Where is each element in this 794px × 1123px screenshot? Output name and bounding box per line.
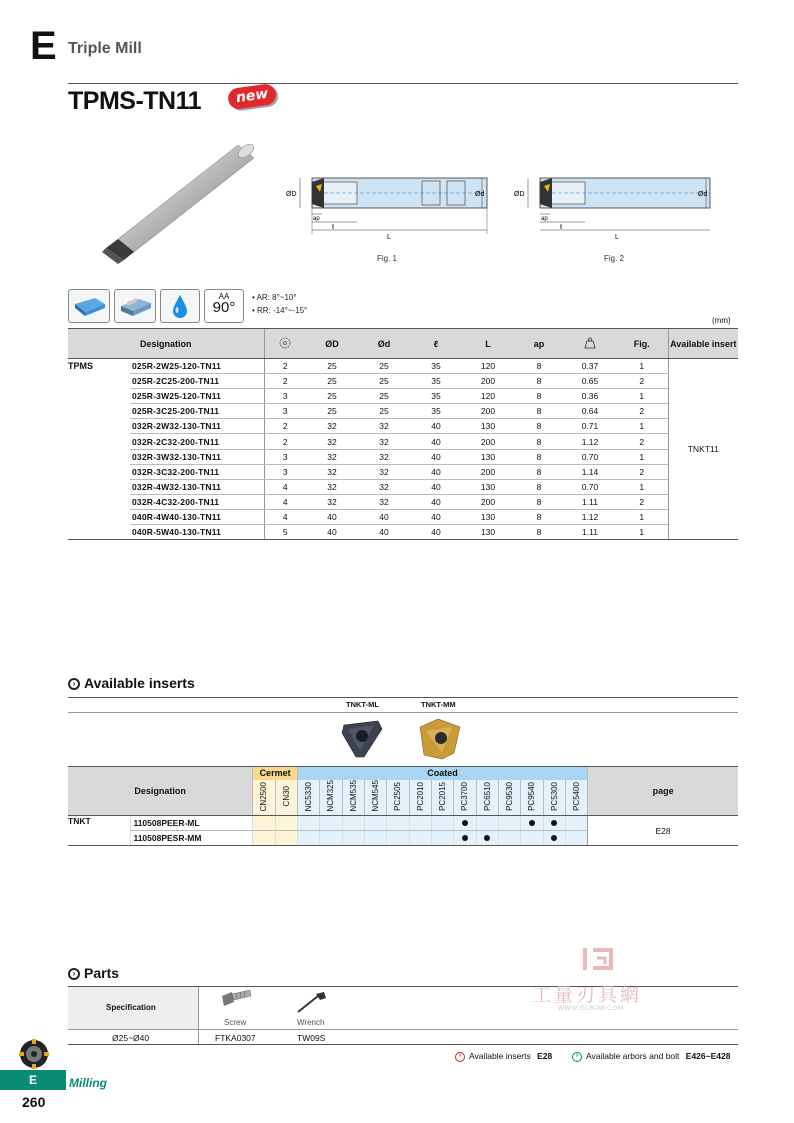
grade-header: PC5300	[543, 780, 565, 816]
insert-designation: 110508PESR-MM	[131, 831, 253, 846]
col-fig: Fig.	[616, 329, 668, 359]
inserts-title: Available inserts	[84, 675, 195, 691]
designation-cell: 032R-2C32-200-TN11	[130, 434, 264, 449]
cell-w: 1.12	[564, 509, 616, 524]
inserts-heading	[68, 675, 195, 691]
arrow-icon: ›	[455, 1052, 465, 1062]
cell-ap: 8	[514, 525, 564, 540]
grade-header: NCM545	[364, 780, 386, 816]
fig1-drawing	[282, 168, 492, 248]
cell-ap: 8	[514, 434, 564, 449]
designation-cell: 040R-5W40-130-TN11	[130, 525, 264, 540]
table-row	[68, 389, 738, 404]
parts-row-line	[68, 1029, 738, 1030]
designation-cell: 032R-4C32-200-TN11	[130, 494, 264, 509]
footer-link-arbors[interactable]	[572, 1051, 730, 1062]
inserts-divider-2	[68, 712, 738, 713]
grade-cell	[320, 816, 342, 831]
grade-cell	[543, 816, 565, 831]
cell-L: 200	[462, 374, 514, 389]
teeth-cell: 4	[264, 494, 306, 509]
teeth-cell: 3	[264, 389, 306, 404]
cell-d: 25	[358, 359, 410, 374]
grade-cell	[387, 831, 409, 846]
insert-page-ref[interactable]: E28	[588, 816, 738, 846]
cell-D: 32	[306, 479, 358, 494]
cell-w: 1.11	[564, 494, 616, 509]
cell-ap: 8	[514, 359, 564, 374]
teeth-cell: 3	[264, 449, 306, 464]
insert-ml-image	[338, 715, 386, 761]
wrench-label: Wrench	[297, 1018, 325, 1027]
grade-cell	[253, 831, 275, 846]
cell-w: 0.70	[564, 479, 616, 494]
grade-cell	[476, 816, 498, 831]
grade-cell	[521, 816, 543, 831]
shoulder-milling-icon	[114, 289, 156, 323]
teeth-cell: 3	[264, 404, 306, 419]
teeth-cell: 2	[264, 434, 306, 449]
col-teeth	[264, 329, 306, 359]
table-row	[68, 419, 738, 434]
arrow-icon: ›	[68, 968, 80, 980]
parts-screw-value: FTKA0307	[215, 1033, 256, 1043]
cell-w: 0.71	[564, 419, 616, 434]
grade-cell	[431, 816, 453, 831]
cell-d: 40	[358, 509, 410, 524]
cell-ap: 8	[514, 464, 564, 479]
fig2-dim-D: ØD	[514, 191, 525, 198]
teeth-cell: 2	[264, 419, 306, 434]
cell-l: 35	[410, 374, 462, 389]
teeth-count-icon	[278, 336, 292, 350]
grade-cell	[543, 831, 565, 846]
family-cell: TPMS	[68, 359, 130, 540]
cell-L: 120	[462, 389, 514, 404]
section-tab-label: Milling	[69, 1076, 107, 1090]
cell-D: 40	[306, 509, 358, 524]
aa-value: 90°	[212, 299, 236, 316]
watermark-url: WWW.GLRJW.COM	[558, 1005, 624, 1012]
cell-D: 32	[306, 464, 358, 479]
cell-l: 40	[410, 464, 462, 479]
cell-d: 25	[358, 389, 410, 404]
footer-link1-page: E28	[537, 1051, 553, 1061]
cell-w: 0.37	[564, 359, 616, 374]
insert-row	[68, 816, 738, 831]
cond-rr: • RR: -14°~-15°	[252, 306, 308, 315]
grade-header: PC3700	[454, 780, 476, 816]
cell-fig: 1	[616, 419, 668, 434]
cell-ap: 8	[514, 374, 564, 389]
section-letter: E	[30, 24, 57, 68]
designation-cell: 032R-4W32-130-TN11	[130, 479, 264, 494]
col-weight	[564, 329, 616, 359]
table-row	[68, 434, 738, 449]
grade-cell	[297, 816, 319, 831]
grade-cell	[297, 831, 319, 846]
cell-fig: 1	[616, 389, 668, 404]
grade-cell	[498, 816, 520, 831]
col-designation: Designation	[68, 329, 264, 359]
table-row	[68, 359, 738, 374]
cell-ap: 8	[514, 404, 564, 419]
parts-heading	[68, 965, 119, 981]
table-row	[68, 494, 738, 509]
grade-header: NC5330	[297, 780, 319, 816]
cell-D: 25	[306, 374, 358, 389]
footer-link1-label: Available inserts	[469, 1051, 531, 1061]
cell-fig: 1	[616, 509, 668, 524]
coolant-icon	[160, 289, 200, 323]
grade-header: NCM535	[342, 780, 364, 816]
screw-label: Screw	[224, 1018, 247, 1027]
fig2-dim-ap: ap	[541, 216, 548, 222]
parts-spec-value: Ø25~Ø40	[112, 1033, 150, 1043]
table-row	[68, 404, 738, 419]
fig1-dim-l: ℓ	[332, 224, 335, 231]
section-name: Triple Mill	[68, 40, 142, 57]
cell-fig: 2	[616, 374, 668, 389]
cell-l: 35	[410, 404, 462, 419]
cell-L: 130	[462, 449, 514, 464]
parts-wrench-value: TW09S	[297, 1033, 326, 1043]
cell-D: 32	[306, 419, 358, 434]
tool-photo	[98, 140, 258, 265]
grade-cell	[454, 831, 476, 846]
fig1-dim-D: ØD	[286, 191, 297, 198]
cell-D: 25	[306, 404, 358, 419]
grade-cell	[387, 816, 409, 831]
parts-title: Parts	[84, 965, 120, 981]
fig2-drawing	[510, 168, 720, 248]
screw-icon	[218, 988, 254, 1014]
watermark-logo	[575, 944, 625, 976]
arrow-icon: ›	[68, 678, 80, 690]
ins-col-page: page	[588, 767, 738, 816]
cell-d: 32	[358, 479, 410, 494]
designation-cell: 025R-2W25-120-TN11	[130, 359, 264, 374]
cell-l: 40	[410, 525, 462, 540]
cell-L: 130	[462, 525, 514, 540]
grade-cell	[275, 831, 297, 846]
cell-ap: 8	[514, 509, 564, 524]
fig1-dim-L: L	[387, 234, 391, 241]
availability-dot	[462, 820, 468, 826]
cell-fig: 2	[616, 404, 668, 419]
cell-L: 200	[462, 434, 514, 449]
cell-w: 0.70	[564, 449, 616, 464]
cell-w: 0.65	[564, 374, 616, 389]
cell-d: 25	[358, 374, 410, 389]
cell-D: 32	[306, 434, 358, 449]
cell-w: 0.64	[564, 404, 616, 419]
approach-angle-badge	[204, 289, 244, 323]
cell-ap: 8	[514, 479, 564, 494]
cell-L: 200	[462, 464, 514, 479]
product-title: TPMS-TN11	[68, 87, 202, 115]
table-row	[68, 449, 738, 464]
ins-col-designation: Designation	[68, 767, 253, 816]
new-badge: new	[227, 83, 278, 111]
table-row	[68, 509, 738, 524]
availability-dot	[462, 835, 468, 841]
designation-cell: 040R-4W40-130-TN11	[130, 509, 264, 524]
cell-ap: 8	[514, 419, 564, 434]
col-d: Ød	[358, 329, 410, 359]
grade-header: PC6510	[476, 780, 498, 816]
weight-icon	[582, 337, 598, 349]
grade-cell	[454, 816, 476, 831]
grade-cell	[476, 831, 498, 846]
cell-fig: 1	[616, 359, 668, 374]
cell-fig: 1	[616, 449, 668, 464]
cell-L: 130	[462, 479, 514, 494]
cell-l: 35	[410, 359, 462, 374]
cell-l: 40	[410, 479, 462, 494]
grade-header: PC9540	[521, 780, 543, 816]
grade-cell	[342, 816, 364, 831]
designation-cell: 032R-3C32-200-TN11	[130, 464, 264, 479]
insert-cell[interactable]: TNKT11	[668, 359, 738, 540]
footer-link2-label: Available arbors and bolt	[586, 1051, 680, 1061]
grade-header: CN30	[275, 780, 297, 816]
cell-fig: 2	[616, 464, 668, 479]
main-table	[68, 328, 738, 540]
cell-fig: 2	[616, 494, 668, 509]
grade-cell	[565, 831, 587, 846]
cond-ar: • AR: 8°~10°	[252, 293, 297, 302]
ins-col-cermet: Cermet	[253, 767, 298, 780]
fig1-caption: Fig. 1	[377, 254, 398, 263]
cell-ap: 8	[514, 389, 564, 404]
header-divider	[68, 83, 738, 84]
grade-cell	[275, 816, 297, 831]
grade-cell	[364, 831, 386, 846]
grade-cell	[565, 816, 587, 831]
teeth-cell: 4	[264, 509, 306, 524]
teeth-cell: 2	[264, 359, 306, 374]
teeth-cell: 3	[264, 464, 306, 479]
availability-dot	[551, 835, 557, 841]
cell-l: 35	[410, 389, 462, 404]
teeth-cell: 4	[264, 479, 306, 494]
availability-dot	[529, 820, 535, 826]
table-row	[68, 464, 738, 479]
watermark-text: 工量刃具網	[532, 984, 643, 1006]
cell-w: 1.11	[564, 525, 616, 540]
table-row	[68, 525, 738, 540]
parts-bottom-line	[68, 1044, 738, 1045]
fig2-dim-l: ℓ	[560, 224, 563, 231]
table-row	[68, 374, 738, 389]
cell-ap: 8	[514, 494, 564, 509]
section-tab[interactable]: E	[0, 1070, 66, 1090]
insert-family: TNKT	[68, 816, 131, 846]
grade-header: NCM325	[320, 780, 342, 816]
designation-cell: 032R-3W32-130-TN11	[130, 449, 264, 464]
insert-mm-image	[414, 715, 464, 761]
footer-link-inserts[interactable]	[455, 1051, 552, 1062]
table-row	[68, 479, 738, 494]
aa-label: AA	[218, 292, 230, 301]
fig2-caption: Fig. 2	[604, 254, 625, 263]
wrench-icon	[294, 990, 330, 1016]
grade-header: PC2015	[431, 780, 453, 816]
cell-d: 32	[358, 419, 410, 434]
grade-cell	[409, 831, 431, 846]
grade-header: PC5400	[565, 780, 587, 816]
grade-cell	[342, 831, 364, 846]
cell-l: 40	[410, 449, 462, 464]
arrow-icon: ›	[572, 1052, 582, 1062]
cell-w: 0.36	[564, 389, 616, 404]
cell-fig: 1	[616, 525, 668, 540]
cell-l: 40	[410, 419, 462, 434]
grade-cell	[409, 816, 431, 831]
main-table-header	[68, 329, 738, 359]
grade-header: PC2505	[387, 780, 409, 816]
cell-D: 32	[306, 494, 358, 509]
ins-col-coated: Coated	[297, 767, 587, 780]
cell-d: 40	[358, 525, 410, 540]
cell-l: 40	[410, 494, 462, 509]
cell-ap: 8	[514, 449, 564, 464]
fig2-dim-d: Ød	[698, 191, 708, 198]
parts-col-line	[198, 987, 199, 1044]
cell-L: 200	[462, 404, 514, 419]
cell-w: 1.12	[564, 434, 616, 449]
cell-d: 32	[358, 434, 410, 449]
col-L: L	[462, 329, 514, 359]
designation-cell: 032R-2W32-130-TN11	[130, 419, 264, 434]
insert-ml-label: TNKT-ML	[346, 700, 379, 709]
fig2-dim-L: L	[615, 234, 619, 241]
cell-D: 25	[306, 359, 358, 374]
inserts-divider	[68, 697, 738, 698]
page-number: 260	[22, 1094, 46, 1110]
grade-cell	[364, 816, 386, 831]
inserts-table	[68, 766, 738, 846]
cell-fig: 1	[616, 479, 668, 494]
grade-cell	[498, 831, 520, 846]
cell-d: 32	[358, 449, 410, 464]
grade-cell	[320, 831, 342, 846]
cell-D: 25	[306, 389, 358, 404]
cell-L: 120	[462, 359, 514, 374]
grade-cell	[431, 831, 453, 846]
cell-d: 25	[358, 404, 410, 419]
designation-cell: 025R-3C25-200-TN11	[130, 404, 264, 419]
teeth-cell: 2	[264, 374, 306, 389]
cell-l: 40	[410, 509, 462, 524]
grade-cell	[521, 831, 543, 846]
grade-header: PC2010	[409, 780, 431, 816]
availability-dot	[484, 835, 490, 841]
fig1-dim-ap: ap	[313, 216, 320, 222]
insert-designation: 110508PEER-ML	[131, 816, 253, 831]
col-ap: ap	[514, 329, 564, 359]
cell-d: 32	[358, 464, 410, 479]
col-insert: Available insert	[668, 329, 738, 359]
face-milling-icon	[68, 289, 110, 323]
unit-label: (mm)	[712, 316, 731, 325]
cell-w: 1.14	[564, 464, 616, 479]
col-l: ℓ	[410, 329, 462, 359]
designation-cell: 025R-3W25-120-TN11	[130, 389, 264, 404]
footer-link2-page: E426~E428	[685, 1051, 731, 1061]
cell-L: 200	[462, 494, 514, 509]
parts-spec-label: Specification	[106, 1003, 156, 1012]
cell-L: 130	[462, 509, 514, 524]
insert-mm-label: TNKT-MM	[421, 700, 456, 709]
cell-D: 40	[306, 525, 358, 540]
grade-header: CN2500	[253, 780, 275, 816]
col-D: ØD	[306, 329, 358, 359]
grade-cell	[253, 816, 275, 831]
cell-fig: 2	[616, 434, 668, 449]
designation-cell: 025R-2C25-200-TN11	[130, 374, 264, 389]
cell-D: 32	[306, 449, 358, 464]
grade-header: PC9530	[498, 780, 520, 816]
fig1-dim-d: Ød	[475, 191, 485, 198]
cell-l: 40	[410, 434, 462, 449]
cell-L: 130	[462, 419, 514, 434]
milling-cutter-icon	[18, 1038, 50, 1070]
teeth-cell: 5	[264, 525, 306, 540]
cell-d: 32	[358, 494, 410, 509]
availability-dot	[551, 820, 557, 826]
